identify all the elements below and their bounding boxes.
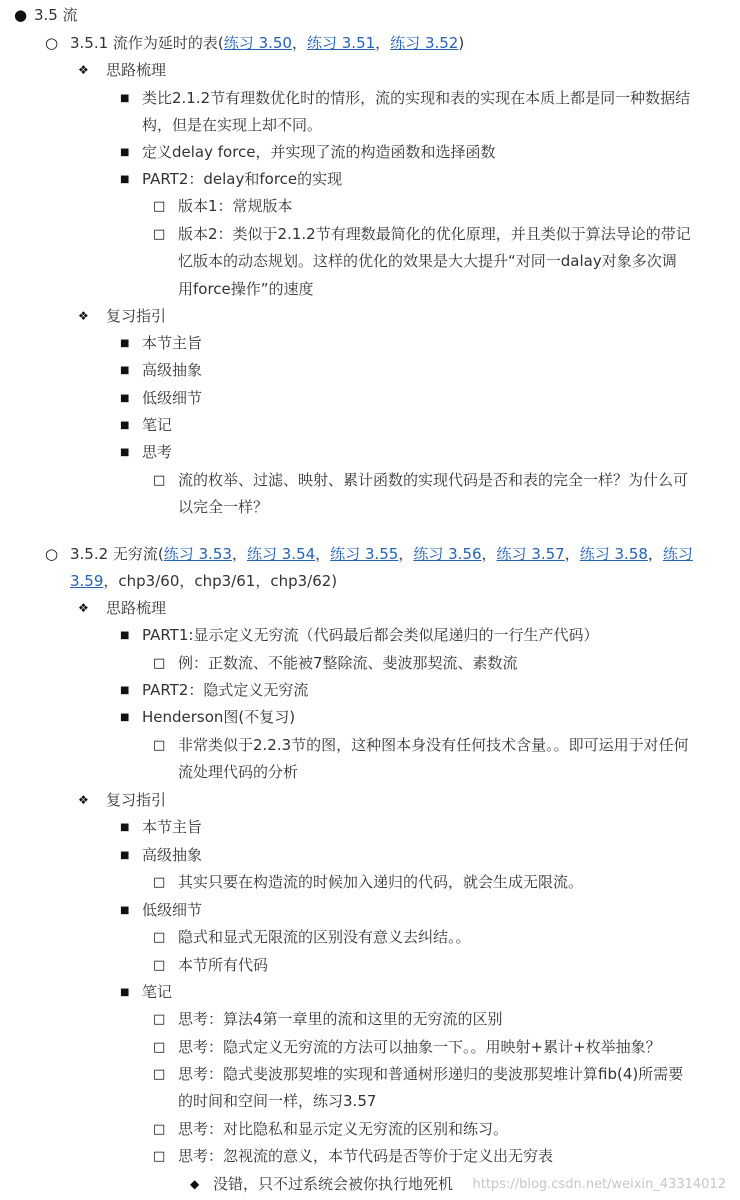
text-segment: PART1:显示定义无穷流（代码最后都会类似尾递归的一行生产代码）	[142, 626, 599, 644]
bullet-open-square-icon: □	[153, 1122, 166, 1137]
bullet-open-square-icon: □	[153, 738, 166, 753]
bullet-open-square-icon: □	[153, 473, 166, 488]
exercise-link[interactable]: 练习 3.56	[413, 545, 482, 563]
bullet-square-icon: ■	[120, 822, 130, 833]
outline-text	[142, 357, 730, 384]
outline-line	[0, 30, 740, 57]
text-segment: Henderson图(不复习)	[142, 708, 296, 726]
outline-line	[0, 1006, 740, 1033]
outline-line	[0, 85, 740, 112]
outline-line	[0, 439, 740, 466]
outline-text	[178, 1088, 730, 1115]
text-segment: 流处理代码的分析	[178, 763, 299, 781]
text-segment: 思路梳理	[106, 61, 167, 79]
outline-line	[0, 385, 740, 412]
text-segment: 隐式和显式无限流的区别没有意义去纠结。。	[178, 928, 471, 946]
bullet-square-icon: ■	[120, 93, 130, 104]
bullet-diamond-cluster-icon: ❖	[78, 793, 89, 807]
bullet-square-icon: ■	[120, 905, 130, 916]
outline-line	[0, 1034, 740, 1061]
outline-line	[0, 897, 740, 924]
bullet-square-icon: ■	[120, 712, 130, 723]
outline-line	[0, 568, 740, 595]
outline-line	[0, 842, 740, 869]
outline-text	[142, 166, 730, 193]
text-segment: 思考：隐式定义无穷流的方法可以抽象一下。。用映射+累计+枚举抽象？	[178, 1038, 661, 1056]
bullet-square-icon: ■	[120, 174, 130, 185]
bullet-disc-icon: ●	[14, 6, 28, 24]
text-segment: 复习指引	[106, 791, 167, 809]
outline-line	[0, 1143, 740, 1170]
outline-text	[178, 276, 730, 303]
outline-text	[142, 814, 730, 841]
outline-line	[0, 330, 740, 357]
outline-text	[70, 30, 730, 57]
exercise-link[interactable]: 练习 3.54	[246, 545, 316, 563]
outline-line	[0, 467, 740, 494]
text-segment: 版本2：类似于2.1.2节有理数最简化的优化原理，并且类似于算法导论的带记	[178, 225, 691, 243]
bullet-square-icon: ■	[120, 147, 130, 158]
outline-line	[0, 924, 740, 951]
exercise-link[interactable]: 3.59	[70, 572, 104, 590]
exercise-link[interactable]: 练习 3.53	[163, 545, 232, 563]
outline-text	[142, 842, 730, 869]
text-segment: PART2：隐式定义无穷流	[142, 681, 309, 699]
text-segment: 非常类似于2.2.3节的图，这种图本身没有任何技术含量。。即可运用于对任何	[178, 736, 689, 754]
outline-line	[0, 139, 740, 166]
text-segment: 定义delay force，并实现了流的构造函数和选择函数	[142, 143, 496, 161]
outline-line	[0, 952, 740, 979]
bullet-diamond-cluster-icon: ❖	[78, 601, 89, 615]
text-segment: 本节所有代码	[178, 956, 269, 974]
text-segment: 低级细节	[142, 389, 203, 407]
exercise-link[interactable]: 练习 3.55	[330, 545, 399, 563]
text-segment: 构，但是在实现上却不同。	[142, 116, 323, 134]
outline-line	[0, 166, 740, 193]
outline-line	[0, 1061, 740, 1088]
outline-line	[0, 704, 740, 731]
text-segment: 笔记	[142, 983, 173, 1001]
text-segment: )	[458, 34, 465, 52]
outline-text	[142, 112, 730, 139]
outline-line	[0, 979, 740, 1006]
text-segment: 思考：对比隐私和显示定义无穷流的区别和练习。	[178, 1120, 509, 1138]
outline-text	[142, 622, 730, 649]
text-segment: ，	[647, 545, 663, 563]
outline-text	[178, 732, 730, 759]
exercise-link[interactable]: 练习 3.52	[390, 34, 459, 52]
bullet-circle-icon: ○	[45, 545, 59, 563]
text-segment: 低级细节	[142, 901, 203, 919]
text-segment: 例：正数流、不能被7整除流、斐波那契流、素数流	[178, 654, 518, 672]
outline-text	[70, 541, 730, 568]
outline-text	[142, 85, 730, 112]
outline-text	[142, 704, 730, 731]
text-segment: ，	[291, 34, 307, 52]
outline-text	[178, 924, 730, 951]
outline-line	[0, 248, 740, 275]
outline-text	[178, 869, 730, 896]
text-segment: 复习指引	[106, 307, 167, 325]
text-segment: 本节主旨	[142, 818, 203, 836]
outline-text	[178, 1116, 730, 1143]
outline-line	[0, 276, 740, 303]
outline-text	[142, 139, 730, 166]
text-segment: 本节主旨	[142, 334, 203, 352]
outline-line	[0, 357, 740, 384]
outline-text	[178, 1006, 730, 1033]
outline-text	[142, 677, 730, 704]
bullet-square-icon: ■	[120, 420, 130, 431]
bullet-diamond-cluster-icon: ❖	[78, 63, 89, 77]
outline-text	[178, 650, 730, 677]
bullet-open-square-icon: □	[153, 1012, 166, 1027]
outline-text	[34, 2, 730, 29]
outline-text	[178, 494, 730, 521]
outline-line	[0, 814, 740, 841]
outline-text	[106, 595, 730, 622]
outline-line	[0, 622, 740, 649]
text-segment: 3.5.1 流作为延时的表(	[70, 34, 224, 52]
bullet-open-square-icon: □	[153, 199, 166, 214]
bullet-square-icon: ■	[120, 685, 130, 696]
outline-text	[106, 303, 730, 330]
text-segment: 版本1：常规版本	[178, 197, 293, 215]
outline-text	[178, 952, 730, 979]
outline-line	[0, 869, 740, 896]
outline-text	[178, 1034, 730, 1061]
outline-text	[178, 248, 730, 275]
bullet-diamond-icon: ◆	[190, 1177, 200, 1191]
outline-line	[0, 221, 740, 248]
text-segment: 以完全一样？	[178, 498, 269, 516]
text-segment: 笔记	[142, 416, 173, 434]
watermark: https://blog.csdn.net/weixin_43314012	[472, 1177, 726, 1192]
text-segment: 思考	[142, 443, 173, 461]
outline-line	[0, 412, 740, 439]
bullet-open-square-icon: □	[153, 958, 166, 973]
text-segment: 类比2.1.2节有理数优化时的情形，流的实现和表的实现在本质上都是同一种数据结	[142, 89, 691, 107]
bullet-open-square-icon: □	[153, 1149, 166, 1164]
bullet-open-square-icon: □	[153, 1040, 166, 1055]
text-segment: ，	[375, 34, 391, 52]
text-segment: 3.5.2 无穷流(	[70, 545, 164, 563]
text-segment: PART2：delay和force的实现	[142, 170, 343, 188]
outline-text	[142, 412, 730, 439]
outline-line	[0, 541, 740, 568]
outline-text	[142, 330, 730, 357]
text-segment: 思考：算法4第一章里的流和这里的无穷流的区别	[178, 1010, 503, 1028]
outline-text	[178, 1061, 730, 1088]
text-segment: 3.5 流	[34, 6, 78, 24]
outline-text	[178, 759, 730, 786]
outline-line	[0, 2, 740, 29]
bullet-square-icon: ■	[120, 365, 130, 376]
bullet-open-square-icon: □	[153, 656, 166, 671]
text-segment: 高级抽象	[142, 361, 203, 379]
bullet-square-icon: ■	[120, 393, 130, 404]
text-segment: ，	[315, 545, 331, 563]
text-segment: 流的枚举、过滤、映射、累计函数的实现代码是否和表的完全一样？为什么可	[178, 471, 689, 489]
exercise-link[interactable]: 练习 3.51	[306, 34, 376, 52]
bullet-square-icon: ■	[120, 630, 130, 641]
text-segment: 用force操作”的速度	[178, 280, 314, 298]
text-segment: 忆版本的动态规划。这样的优化的效果是大大提升“对同一dalay对象多次调	[178, 252, 677, 270]
bullet-open-square-icon: □	[153, 1067, 166, 1082]
outline-text	[142, 897, 730, 924]
bullet-diamond-cluster-icon: ❖	[78, 309, 89, 323]
outline-line	[0, 57, 740, 84]
outline-line	[0, 595, 740, 622]
text-segment: 思路梳理	[106, 599, 167, 617]
outline-line	[0, 650, 740, 677]
outline-text	[142, 385, 730, 412]
bullet-square-icon: ■	[120, 447, 130, 458]
outline-line	[0, 193, 740, 220]
outline-line	[0, 1116, 740, 1143]
text-segment: ，	[564, 545, 580, 563]
bullet-open-square-icon: □	[153, 875, 166, 890]
outline-text	[178, 1143, 730, 1170]
text-segment: ，	[231, 545, 247, 563]
text-segment: ，	[481, 545, 497, 563]
outline-text	[70, 568, 730, 595]
bullet-square-icon: ■	[120, 338, 130, 349]
text-segment: ，chp3/60，chp3/61，chp3/62)	[103, 572, 338, 590]
text-segment: 思考：隐式斐波那契堆的实现和普通树形递归的斐波那契堆计算fib(4)所需要	[178, 1065, 684, 1083]
outline-line	[0, 494, 740, 521]
bullet-square-icon: ■	[120, 850, 130, 861]
bullet-square-icon: ■	[120, 987, 130, 998]
outline-line	[0, 112, 740, 139]
outline-text	[106, 787, 730, 814]
outline-text	[142, 979, 730, 1006]
text-segment: 其实只要在构造流的时候加入递归的代码，就会生成无限流。	[178, 873, 584, 891]
text-segment: 思考：忽视流的意义，本节代码是否等价于定义出无穷表	[178, 1147, 554, 1165]
outline-text	[178, 193, 730, 220]
text-segment: ，	[398, 545, 414, 563]
outline-line	[0, 732, 740, 759]
text-segment: 没错，只不过系统会被你执行地死机	[213, 1175, 454, 1193]
bullet-open-square-icon: □	[153, 930, 166, 945]
outline-text	[106, 57, 730, 84]
outline-text	[142, 439, 730, 466]
outline-line	[0, 787, 740, 814]
outline-text	[178, 467, 730, 494]
text-segment: 高级抽象	[142, 846, 203, 864]
exercise-link[interactable]: 练习 3.57	[496, 545, 565, 563]
outline-line	[0, 677, 740, 704]
outline-line	[0, 303, 740, 330]
text-segment: 的时间和空间一样，练习3.57	[178, 1092, 377, 1110]
exercise-link[interactable]: 练习	[662, 545, 693, 563]
outline-line	[0, 1088, 740, 1115]
exercise-link[interactable]: 练习 3.58	[579, 545, 648, 563]
outline-text	[178, 221, 730, 248]
bullet-open-square-icon: □	[153, 227, 166, 242]
outline-line	[0, 759, 740, 786]
exercise-link[interactable]: 练习 3.50	[223, 34, 292, 52]
bullet-circle-icon: ○	[45, 34, 59, 52]
